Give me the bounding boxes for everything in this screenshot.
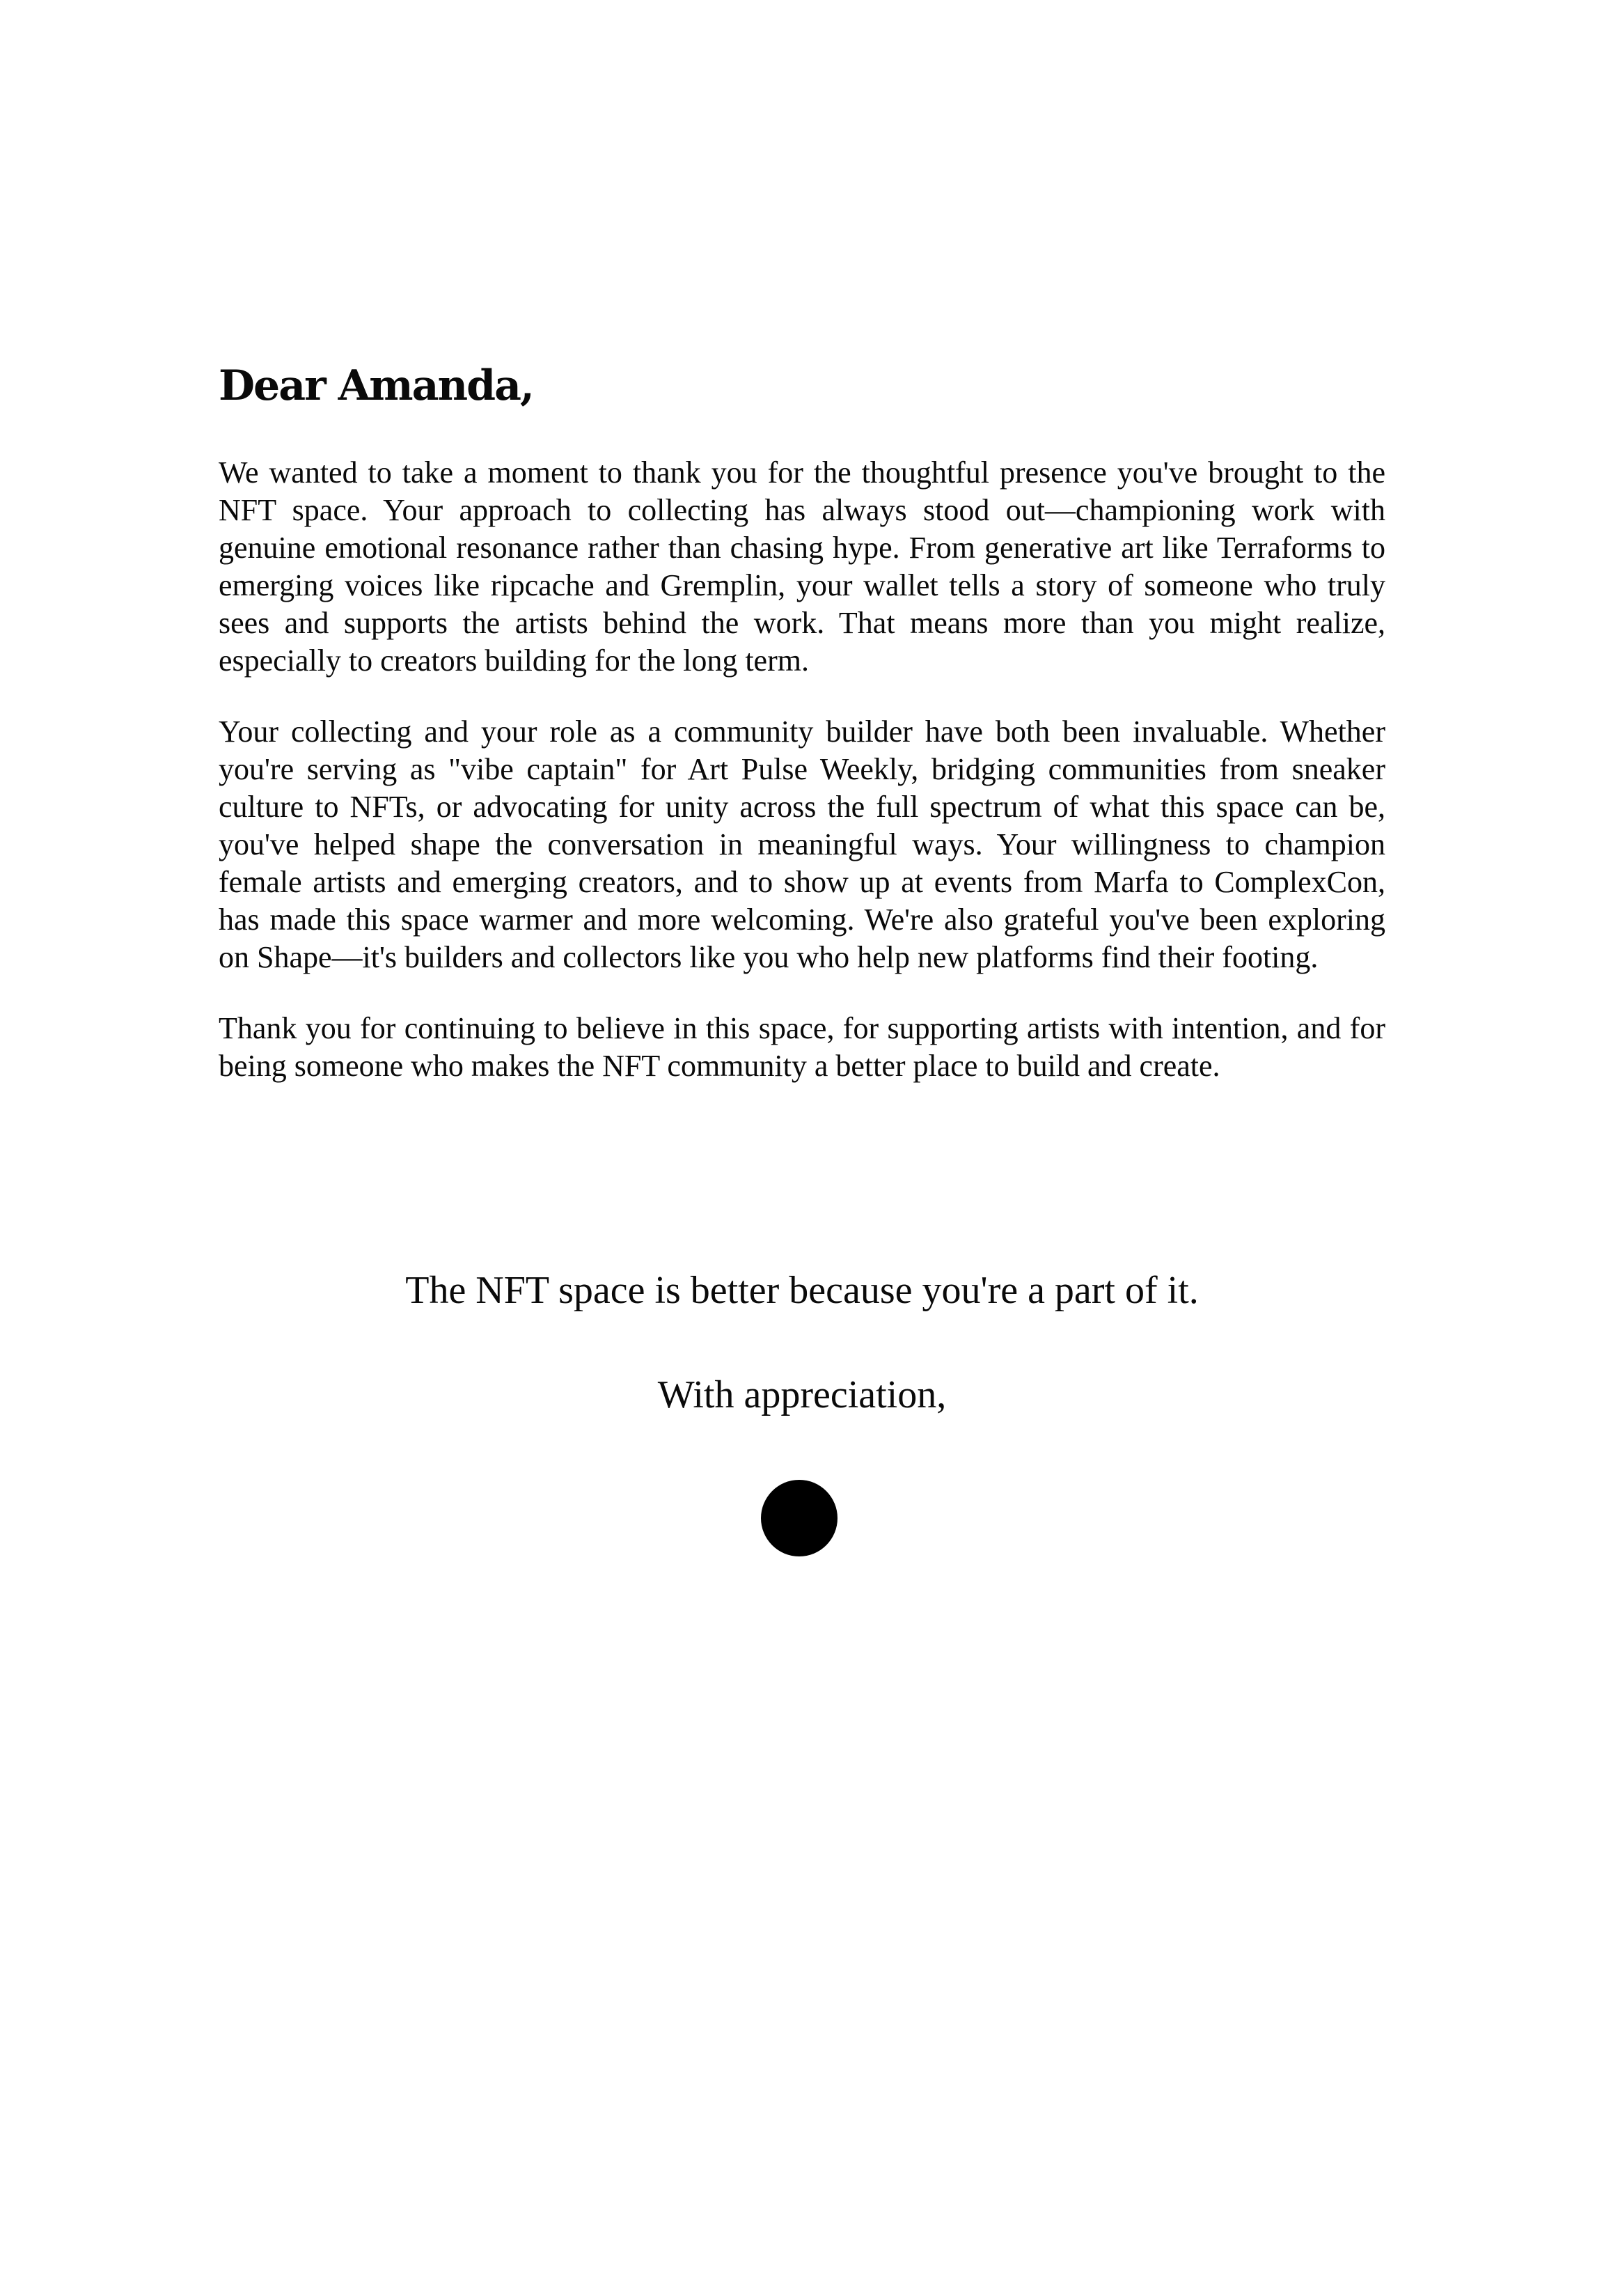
paragraph-community: Your collecting and your role as a community builder have both been invaluable. Whether you're serving as "vibe captain" for Art Pulse Weekly, bridging communities from sneaker culture to NFTs, or advocating for unity across the full spectrum of what this space can be, you've helped shape the conversation in meaningful ways. Your willingness to champion female artists and emerging creators, and to show up at events from Marfa to ComplexCon, has made this space warmer and more welcoming. We're also grateful you've been exploring on Shape—it's builders and collectors like you who help new platforms find their footing. xyxy=(219,714,1385,974)
salutation: Dear Amanda, xyxy=(219,361,533,410)
signature-dot-mark xyxy=(761,1480,838,1556)
paragraph-closing: Thank you for continuing to believe in this space, for supporting artists with intention, and for being someone who makes the NFT community a better place to build and create. xyxy=(219,1011,1385,1083)
signoff: With appreciation, xyxy=(657,1373,947,1416)
paragraph-thanks: We wanted to take a moment to thank you for the thoughtful presence you've brought to the NFT space. Your approach to collecting has always stood out—championing work with genuine emotional resonance rather than chasing hype. From generative art like Terraforms to emerging voices like ripcache and Gremplin, your wallet tells a story of someone who truly sees and supports the artists behind the work. That means more than you might realize, especially to creators building for the long term. xyxy=(219,455,1385,678)
tagline: The NFT space is better because you're a part of it. xyxy=(405,1269,1199,1312)
letter-body xyxy=(219,361,1385,1118)
